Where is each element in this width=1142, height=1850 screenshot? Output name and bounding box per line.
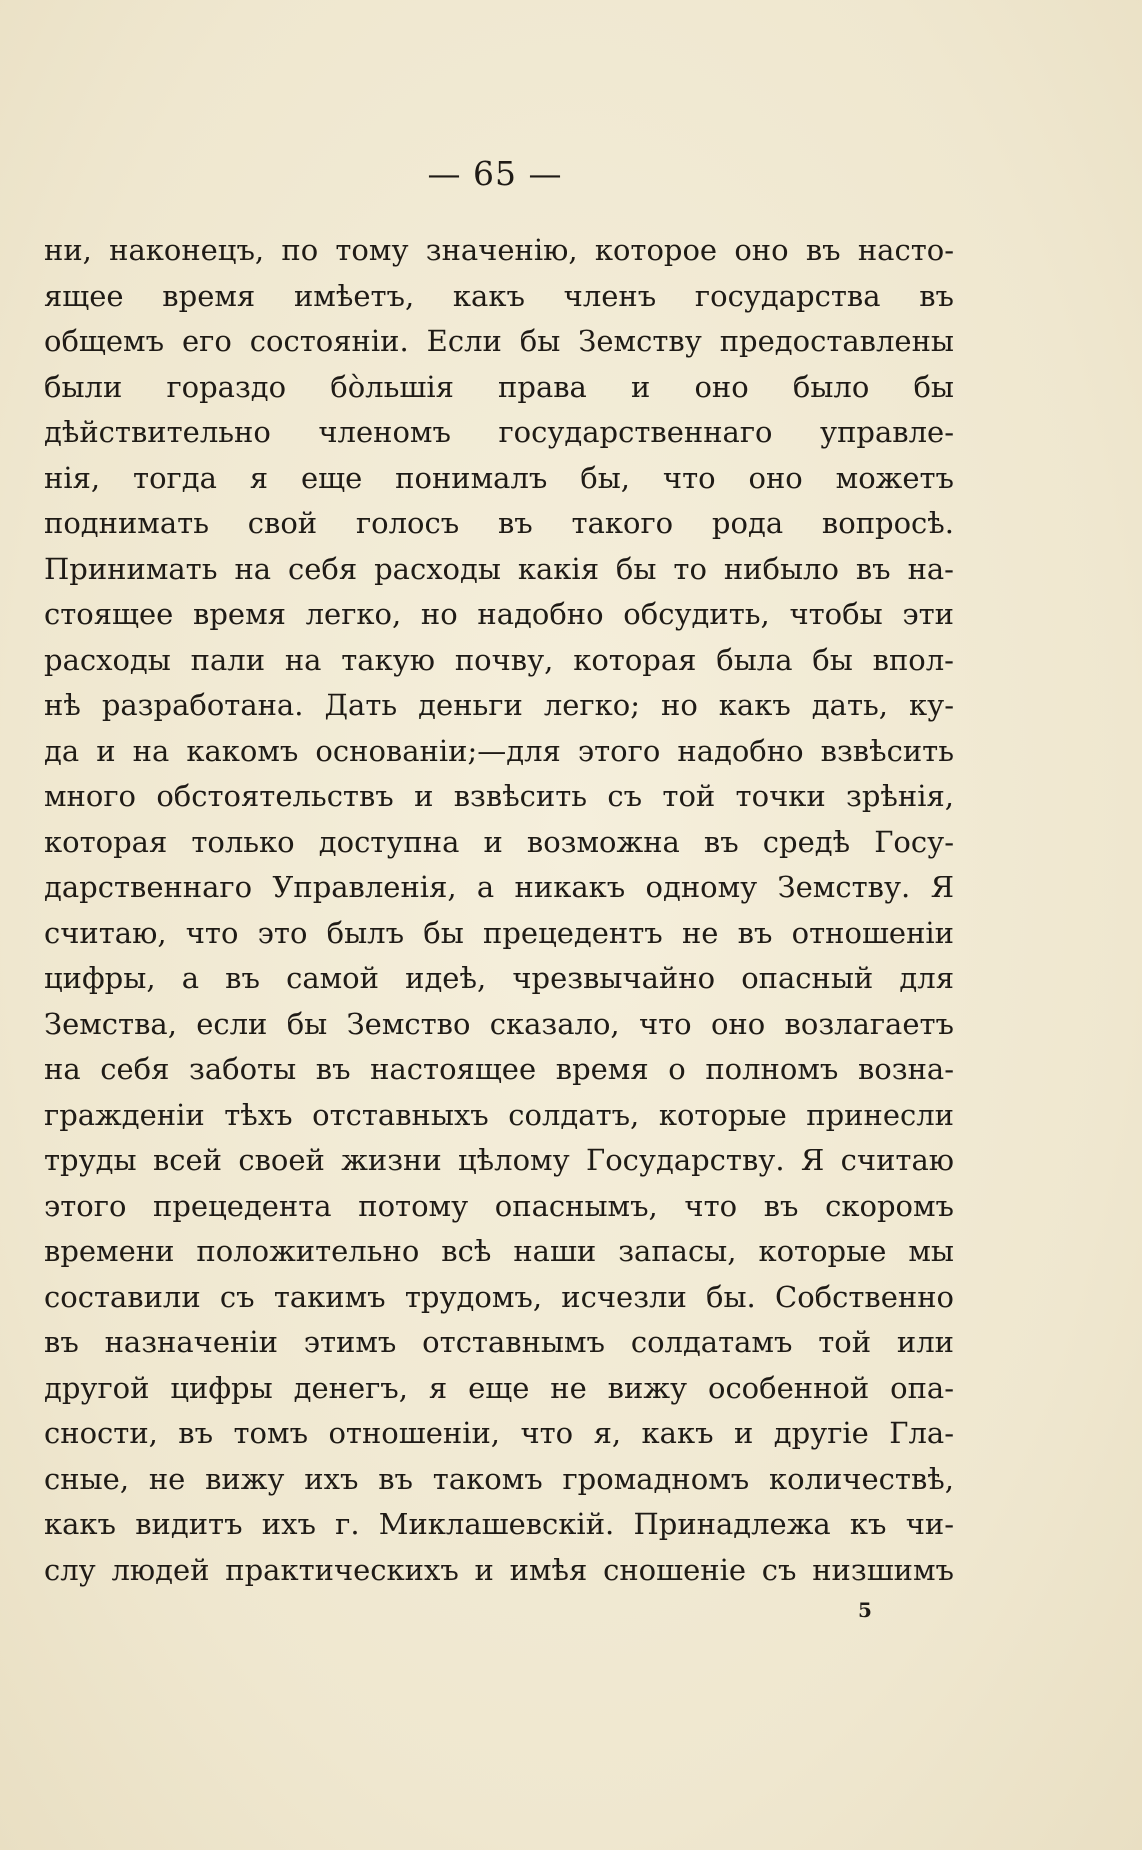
text-line: которая только доступна и возможна въ средѣ Госу- bbox=[44, 824, 954, 859]
text-line: цифры, а въ самой идеѣ, чрезвычайно опасный для bbox=[44, 961, 954, 995]
text-line: расходы пали на такую почву, которая была бы впол- bbox=[44, 642, 954, 677]
text-line: дѣйствительно членомъ государственнаго управле- bbox=[44, 415, 954, 449]
text-line: времени положительно всѣ наши запасы, которые мы bbox=[44, 1234, 954, 1268]
text-line: Земства, если бы Земство сказало, что оно возлагаетъ bbox=[44, 1006, 954, 1041]
text-line: сности, въ томъ отношеніи, что я, какъ и другіе Гла- bbox=[44, 1416, 954, 1450]
text-line: ящее время имѣетъ, какъ членъ государства въ bbox=[44, 278, 954, 313]
page-number: — 65 — bbox=[427, 154, 563, 193]
text-line: сные, не вижу ихъ въ такомъ громадномъ количествѣ, bbox=[44, 1461, 954, 1496]
text-line: въ назначеніи этимъ отставнымъ солдатамъ той или bbox=[44, 1325, 954, 1359]
text-line: стоящее время легко, но надобно обсудить, чтобы эти bbox=[44, 597, 954, 631]
text-line: много обстоятельствъ и взвѣсить съ той точки зрѣнія, bbox=[44, 779, 954, 813]
text-line: были гораздо бо̀льшія права и оно было бы bbox=[44, 369, 954, 404]
text-line: этого прецедента потому опаснымъ, что въ скоромъ bbox=[44, 1188, 954, 1223]
text-line: Принимать на себя расходы какія бы то нибыло въ на- bbox=[44, 551, 954, 586]
text-line: какъ видитъ ихъ г. Миклашевскій. Принадлежа къ чи- bbox=[44, 1507, 954, 1541]
signature-mark: 5 bbox=[858, 1598, 872, 1622]
text-line: нія, тогда я еще понималъ бы, что оно можетъ bbox=[44, 460, 954, 495]
text-line: да и на какомъ основаніи;—для этого надобно взвѣсить bbox=[44, 733, 954, 768]
text-line: нѣ разработана. Дать деньги легко; но какъ дать, ку- bbox=[44, 688, 954, 722]
text-line: гражденіи тѣхъ отставныхъ солдатъ, которые принесли bbox=[44, 1097, 954, 1132]
text-line: труды всей своей жизни цѣлому Государству. Я считаю bbox=[44, 1143, 954, 1177]
text-line: дарственнаго Управленія, а никакъ одному Земству. Я bbox=[44, 870, 954, 904]
body-text bbox=[44, 228, 954, 1593]
text-line: общемъ его состояніи. Если бы Земству предоставлены bbox=[44, 324, 954, 358]
text-line: другой цифры денегъ, я еще не вижу особенной опа- bbox=[44, 1370, 954, 1405]
text-line: поднимать свой голосъ въ такого рода вопросѣ. bbox=[44, 506, 954, 540]
text-line: на себя заботы въ настоящее время о полномъ возна- bbox=[44, 1052, 954, 1086]
text-line: составили съ такимъ трудомъ, исчезли бы. Собственно bbox=[44, 1279, 954, 1314]
text-line: считаю, что это былъ бы прецедентъ не въ отношеніи bbox=[44, 915, 954, 950]
text-line: ни, наконецъ, по тому значенію, которое оно въ насто- bbox=[44, 233, 954, 267]
text-line: слу людей практическихъ и имѣя сношеніе съ низшимъ bbox=[44, 1552, 954, 1587]
